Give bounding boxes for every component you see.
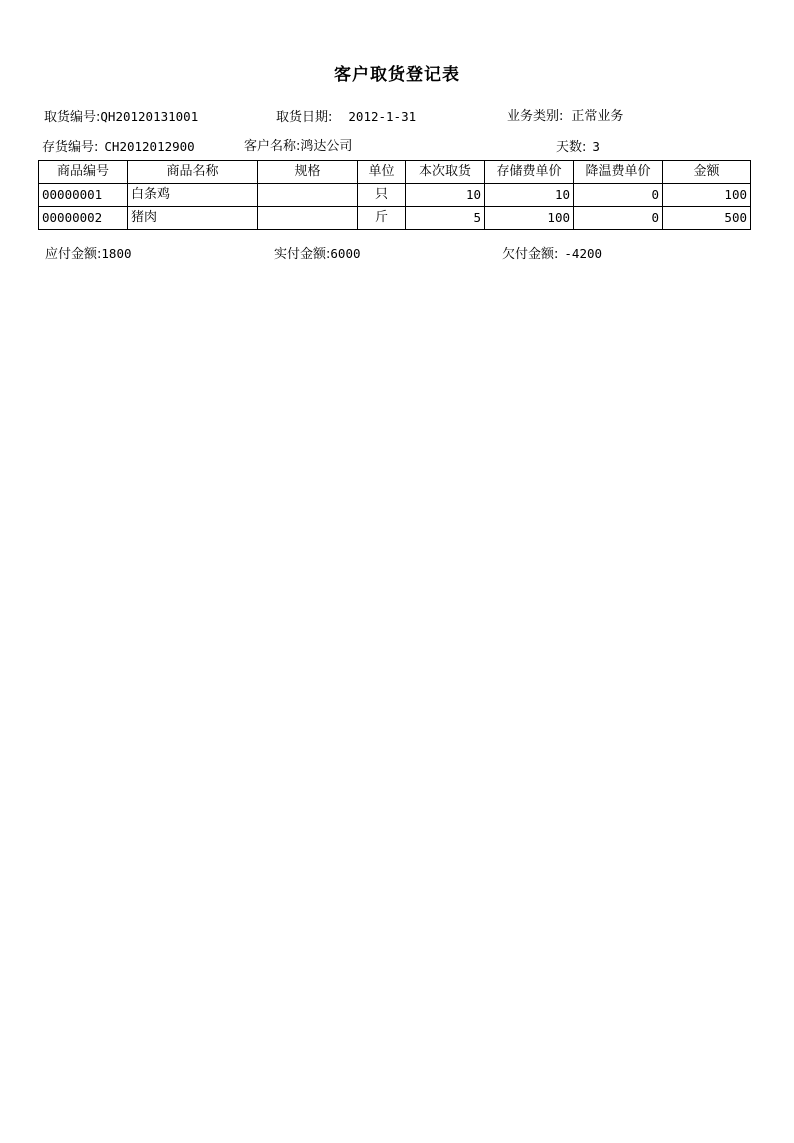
cell-qty: 5 xyxy=(406,207,485,230)
cell-cooling-price: 0 xyxy=(574,184,663,207)
days-value: 3 xyxy=(592,139,600,154)
pickup-date xyxy=(276,109,416,126)
customer-name-label: 客户名称: xyxy=(244,139,301,154)
column-header: 本次取货 xyxy=(406,161,485,184)
cell-qty: 10 xyxy=(406,184,485,207)
pickup-no-value: QH20120131001 xyxy=(100,109,199,124)
pickup-no xyxy=(44,109,198,126)
payable-value: 1800 xyxy=(101,246,132,261)
business-type xyxy=(507,109,623,125)
column-header: 单位 xyxy=(358,161,406,184)
cell-spec xyxy=(258,207,358,230)
stock-no xyxy=(42,139,195,156)
stock-no-value: CH2012012900 xyxy=(104,139,195,154)
cell-storage-price: 10 xyxy=(485,184,574,207)
cell-name: 白条鸡 xyxy=(128,184,258,207)
cell-amount: 100 xyxy=(663,184,751,207)
pickup-no-label: 取货编号: xyxy=(44,110,101,125)
cell-name: 猪肉 xyxy=(128,207,258,230)
cell-cooling-price: 0 xyxy=(574,207,663,230)
pickup-date-value: 2012-1-31 xyxy=(348,109,417,124)
paid-value: 6000 xyxy=(330,246,361,261)
owed-amount xyxy=(502,246,602,263)
owed-label: 欠付金额: xyxy=(502,247,559,262)
cell-code: 00000001 xyxy=(39,184,128,207)
paid-label: 实付金额: xyxy=(274,247,331,262)
business-type-value: 正常业务 xyxy=(571,109,624,124)
cell-amount: 500 xyxy=(663,207,751,230)
days xyxy=(556,139,600,156)
column-header: 降温费单价 xyxy=(574,161,663,184)
table-header-row xyxy=(39,161,751,184)
goods-table xyxy=(38,160,751,230)
days-label: 天数: xyxy=(556,140,587,155)
cell-unit: 只 xyxy=(358,184,406,207)
table-row xyxy=(39,207,751,230)
column-header: 规格 xyxy=(258,161,358,184)
column-header: 存储费单价 xyxy=(485,161,574,184)
column-header: 商品编号 xyxy=(39,161,128,184)
owed-value: -4200 xyxy=(564,246,603,261)
cell-spec xyxy=(258,184,358,207)
payable-amount xyxy=(45,246,132,263)
pickup-date-label: 取货日期: xyxy=(276,110,333,125)
business-type-label: 业务类别: xyxy=(507,109,564,124)
customer-name xyxy=(244,139,352,155)
customer-name-value: 鸿达公司 xyxy=(300,139,353,154)
cell-unit: 斤 xyxy=(358,207,406,230)
paid-amount xyxy=(274,246,361,263)
payable-label: 应付金额: xyxy=(45,247,102,262)
document-title: 客户取货登记表 xyxy=(334,65,460,85)
cell-code: 00000002 xyxy=(39,207,128,230)
stock-no-label: 存货编号: xyxy=(42,140,99,155)
column-header: 金额 xyxy=(663,161,751,184)
cell-storage-price: 100 xyxy=(485,207,574,230)
table-row xyxy=(39,184,751,207)
column-header: 商品名称 xyxy=(128,161,258,184)
